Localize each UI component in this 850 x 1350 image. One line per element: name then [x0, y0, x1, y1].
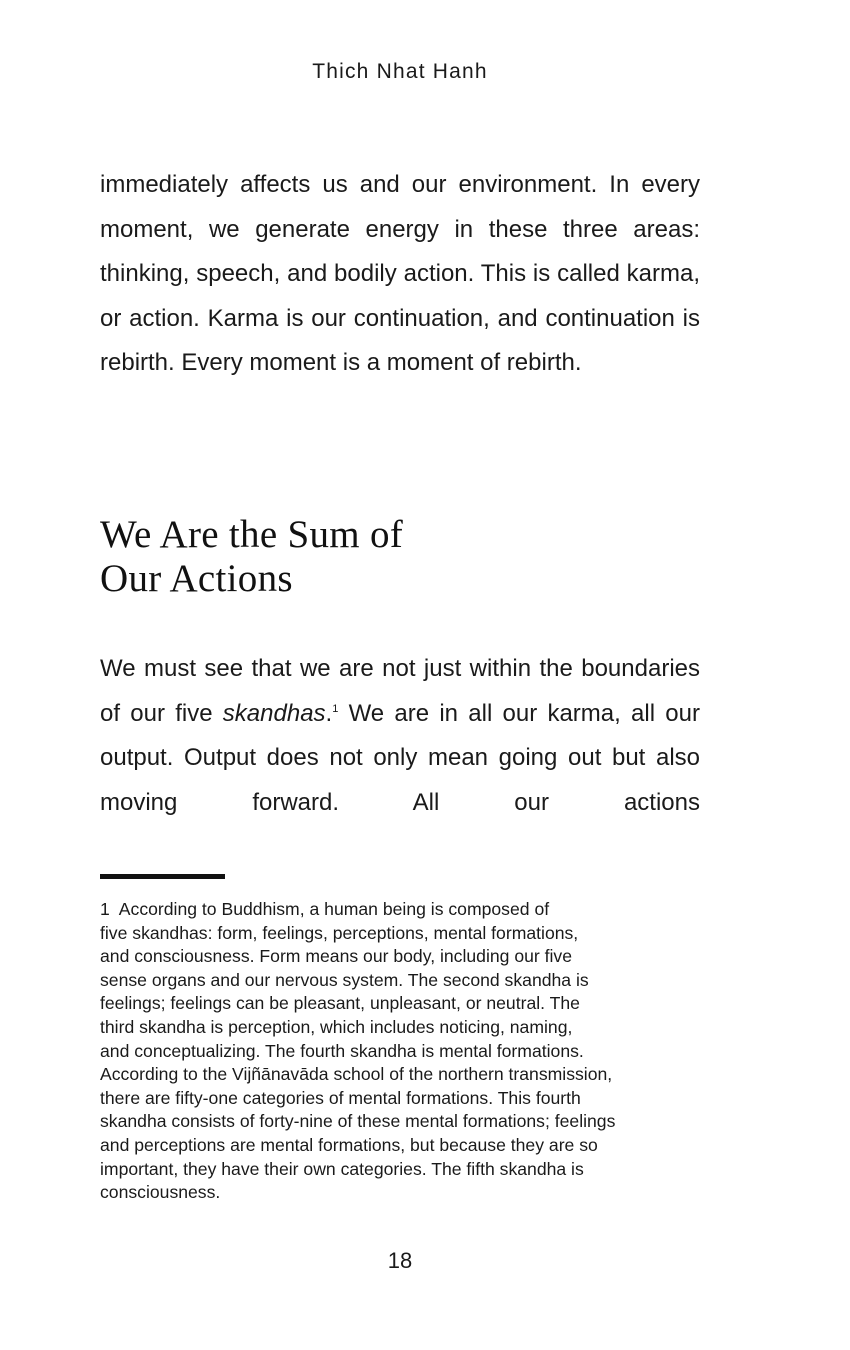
footnote-reference[interactable]: 1 — [332, 702, 339, 715]
skandhas-term: skandhas — [222, 699, 326, 727]
body-paragraph-2 — [100, 647, 700, 825]
footnote-line: there are fifty-one categories of mental formations. This fourth — [100, 1087, 581, 1108]
running-head-author: Thich Nhat Hanh — [312, 60, 488, 83]
footnote-line: and perceptions are mental formations, but because they are so — [100, 1134, 598, 1155]
section-heading — [100, 513, 700, 601]
footnote-line: feelings; feelings can be pleasant, unpleasant, or neutral. The — [100, 993, 580, 1014]
footnote-line: and conceptualizing. The fourth skandha is mental formations. — [100, 1040, 584, 1061]
section-heading-line-1: We Are the Sum of — [100, 513, 404, 556]
footnote-line: sense organs and our nervous system. The second skandha is — [100, 969, 589, 990]
footnote-line: five skandhas: form, feelings, perceptions, mental formations, — [100, 922, 579, 943]
paragraph-2-text-end: We are in all our karma, all our output. Output does not only mean going out but also moving forward. All our actions — [100, 699, 700, 816]
footnote-line-text: According to Buddhism, a human being is composed of — [118, 899, 550, 919]
footnote-line: and consciousness. Form means our body, including our five — [100, 946, 573, 967]
footnote-line: consciousness. — [100, 1182, 221, 1203]
paragraph-2-text-start: We must see that we are not just within the boundaries of our five — [100, 655, 700, 727]
footnote-line: third skandha is perception, which includes noticing, naming, — [100, 1016, 573, 1037]
body-paragraph-1: immediately affects us and our environment. In every moment, we generate energy in these three areas: thinking, speech, and bodily action. This is called karma, or action. Karma is our continuation, and continuation is rebirth. Every moment is a moment of rebirth. — [100, 171, 700, 376]
section-heading-line-2: Our Actions — [100, 557, 293, 600]
footnote-line: important, they have their own categories. The fifth skandha is — [100, 1158, 584, 1179]
page-number: 18 — [387, 1248, 413, 1273]
footnote-number: 1 — [100, 899, 110, 919]
paragraph-2-term-punct: . — [325, 699, 333, 727]
footnote — [100, 898, 705, 1205]
footnote-line — [100, 898, 705, 922]
footnote-divider — [100, 874, 225, 879]
footnote-line: skandha consists of forty-nine of these mental formations; feelings — [100, 1111, 616, 1132]
footnote-line: According to the Vijñānavāda school of the northern transmission, — [100, 1064, 613, 1085]
